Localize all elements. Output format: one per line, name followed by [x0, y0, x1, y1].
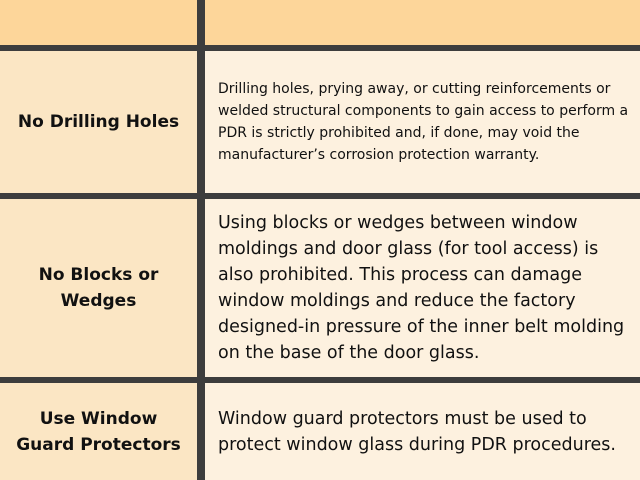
row-label-text: No Blocks or Wedges — [38, 265, 159, 311]
row-description-text: Window guard protectors must be used to protect window glass during PDR procedures. — [218, 408, 616, 455]
row-label-no-blocks-or-wedges — [0, 199, 197, 377]
row-description-text: Using blocks or wedges between window moldings and door glass (for tool access) is also prohibited. This process can damage window moldings and reduce the factory designed-in pressure of the inner belt molding on the base of the door glass. — [218, 213, 625, 363]
row-description-text: Drilling holes, prying away, or cutting reinforcements or welded structural components to gain access to perform a PDR is strictly prohibited and, if done, may void the manufacturer’s corrosion protection warranty. — [218, 81, 629, 163]
row-description-no-blocks-or-wedges — [205, 199, 640, 377]
row-label-text: No Drilling Holes — [17, 112, 180, 132]
header-cell-left — [0, 0, 197, 45]
row-label-no-drilling-holes — [0, 51, 197, 193]
header-cell-right — [205, 0, 640, 45]
row-label-use-window-guard-protectors — [0, 383, 197, 480]
row-description-no-drilling-holes — [205, 51, 640, 193]
row-label-text: Use Window Guard Protectors — [16, 408, 181, 455]
row-description-use-window-guard-protectors — [205, 383, 640, 480]
